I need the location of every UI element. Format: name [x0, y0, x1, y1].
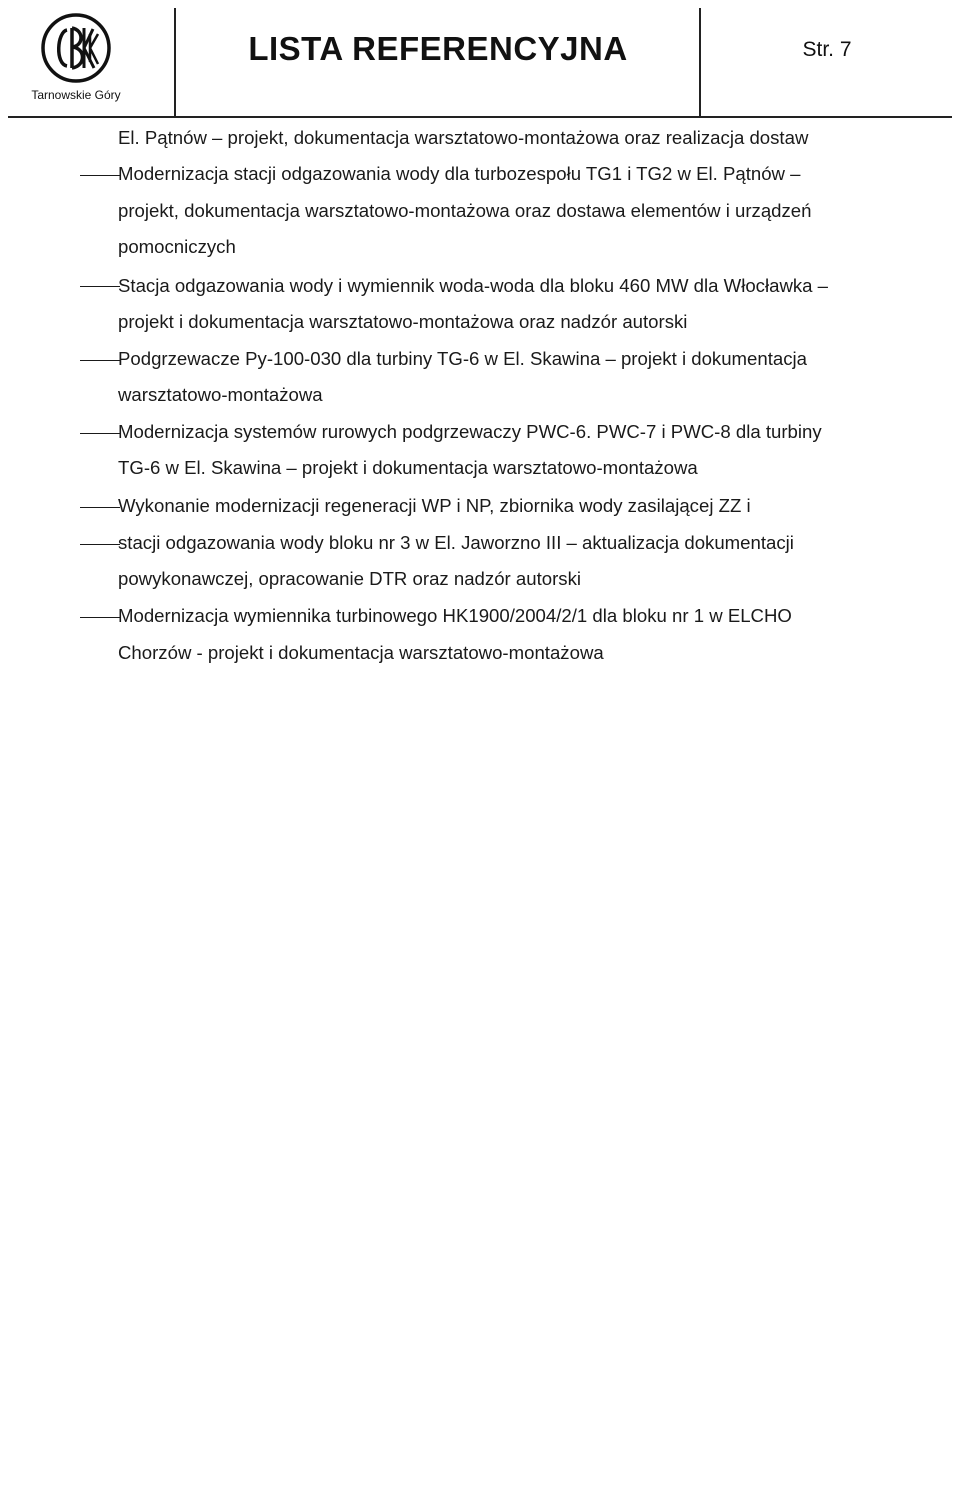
header-bottom-rule [8, 116, 952, 118]
list-line: Modernizacja systemów rurowych podgrzewaczy PWC-6. PWC-7 i PWC-8 dla turbiny [118, 421, 822, 442]
list-bullet-dash [80, 286, 120, 287]
list-line: projekt, dokumentacja warsztatowo-montażowa oraz dostawa elementów i urządzeń [118, 200, 812, 221]
list-line: Podgrzewacze Py-100-030 dla turbiny TG-6 w El. Skawina – projekt i dokumentacja [118, 348, 808, 369]
list-line: stacji odgazowania wody bloku nr 3 w El. Jaworzno III – aktualizacja dokumentacji [118, 532, 794, 553]
list-line: Stacja odgazowania wody i wymiennik woda-woda dla bloku 460 MW dla Włocławka – [118, 275, 829, 296]
company-city: Tarnowskie Góry [31, 88, 121, 102]
list-bullet-dash [80, 433, 120, 434]
company-logo-icon [40, 12, 112, 84]
list-bullet-dash [80, 360, 120, 361]
page-header [0, 0, 960, 118]
page-number: Str. 7 [802, 38, 852, 61]
list-line: warsztatowo-montażowa [118, 384, 323, 405]
list-line: Chorzów - projekt i dokumentacja warsztatowo-montażowa [118, 642, 604, 663]
list-line: Modernizacja stacji odgazowania wody dla turbozespołu TG1 i TG2 w El. Pątnów – [118, 163, 801, 184]
list-bullet-dash [80, 507, 120, 508]
list-line: pomocniczych [118, 236, 236, 257]
list-line: Modernizacja wymiennika turbinowego HK1900/2004/2/1 dla bloku nr 1 w ELCHO [118, 605, 792, 626]
list-line: El. Pątnów – projekt, dokumentacja warsztatowo-montażowa oraz realizacja dostaw [118, 127, 809, 148]
list-bullet-dash [80, 544, 120, 545]
company-logo [40, 12, 112, 84]
list-line: projekt i dokumentacja warsztatowo-montażowa oraz nadzór autorski [118, 311, 688, 332]
list-line: powykonawczej, opracowanie DTR oraz nadzór autorski [118, 568, 581, 589]
list-line: Wykonanie modernizacji regeneracji WP i NP, zbiornika wody zasilającej ZZ i [118, 495, 751, 516]
list-bullet-dash [80, 617, 120, 618]
list-line: TG-6 w El. Skawina – projekt i dokumentacja warsztatowo-montażowa [118, 457, 698, 478]
page-title: LISTA REFERENCYJNA [248, 30, 628, 67]
list-bullet-dash [80, 175, 120, 176]
